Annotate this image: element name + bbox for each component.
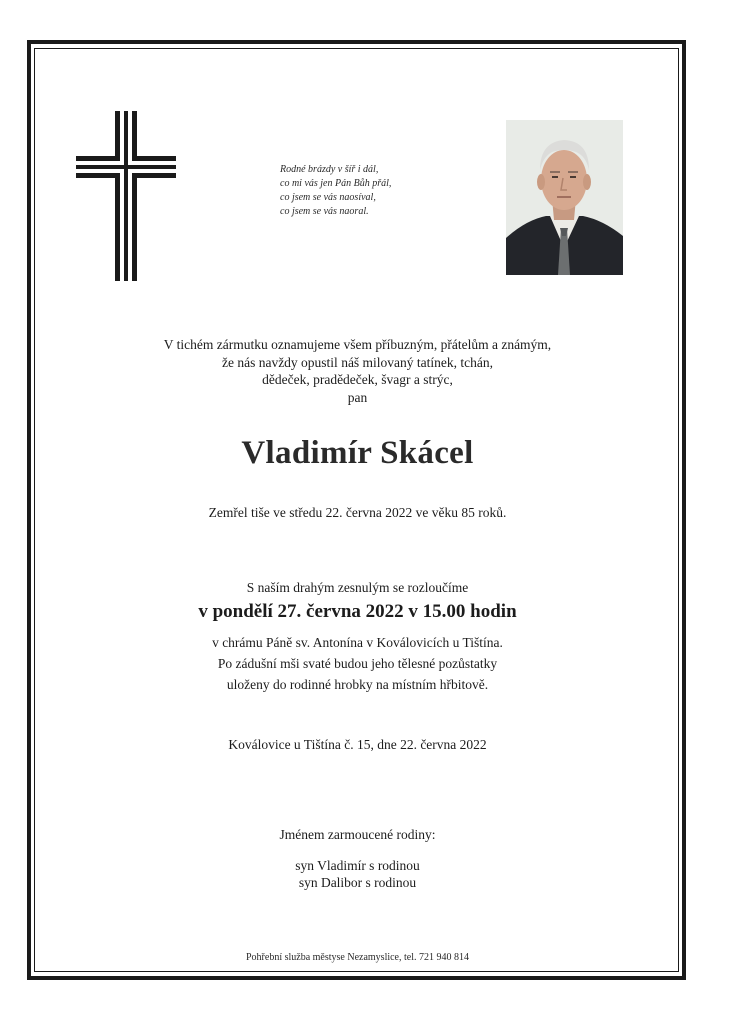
announcement-text <box>40 336 675 406</box>
ceremony-location <box>40 632 675 695</box>
intro-line: že nás navždy opustil náš milovaný tatínek, tchán, <box>221 354 494 370</box>
farewell-text: S naším drahým zesnulým se rozloučíme <box>246 580 469 595</box>
location-line: uloženy do rodinné hrobky na místním hřbitově. <box>226 677 489 692</box>
family-member: syn Dalibor s rodinou <box>298 875 417 890</box>
portrait-photo <box>506 120 623 275</box>
poem-line: co jsem se vás naoral. <box>280 206 369 217</box>
cross-icon <box>76 111 176 281</box>
family-heading: Jménem zarmoucené rodiny: <box>279 827 436 842</box>
poem <box>280 163 470 219</box>
intro-line: pan <box>347 389 368 405</box>
place-and-date: Koválovice u Tištína č. 15, dne 22. června 2022 <box>228 737 487 752</box>
intro-line: dědeček, pradědeček, švagr a strýc, <box>262 372 453 387</box>
death-statement: Zemřel tiše ve středu 22. června 2022 ve věku 85 roků. <box>208 505 507 520</box>
location-line: Po zádušní mši svaté budou jeho tělesné pozůstatky <box>217 656 498 671</box>
location-line: v chrámu Páně sv. Antonína v Koválovicích u Tištína. <box>212 635 503 650</box>
poem-line: co mi vás jen Pán Bůh přál, <box>280 178 392 189</box>
poem-line: Rodné brázdy v šíř i dál, <box>280 164 379 175</box>
ceremony-datetime: v pondělí 27. června 2022 v 15.00 hodin <box>198 601 517 622</box>
poem-line: co jsem se vás naosíval, <box>280 192 376 203</box>
funeral-service-footer: Pohřební služba městyse Nezamyslice, tel. 721 940 814 <box>245 952 469 963</box>
deceased-name: Vladimír Skácel <box>241 435 474 471</box>
family-list <box>40 857 675 891</box>
family-member: syn Vladimír s rodinou <box>295 858 420 873</box>
intro-line: V tichém zármutku oznamujeme všem příbuzným, přátelům a známým, <box>163 337 552 352</box>
